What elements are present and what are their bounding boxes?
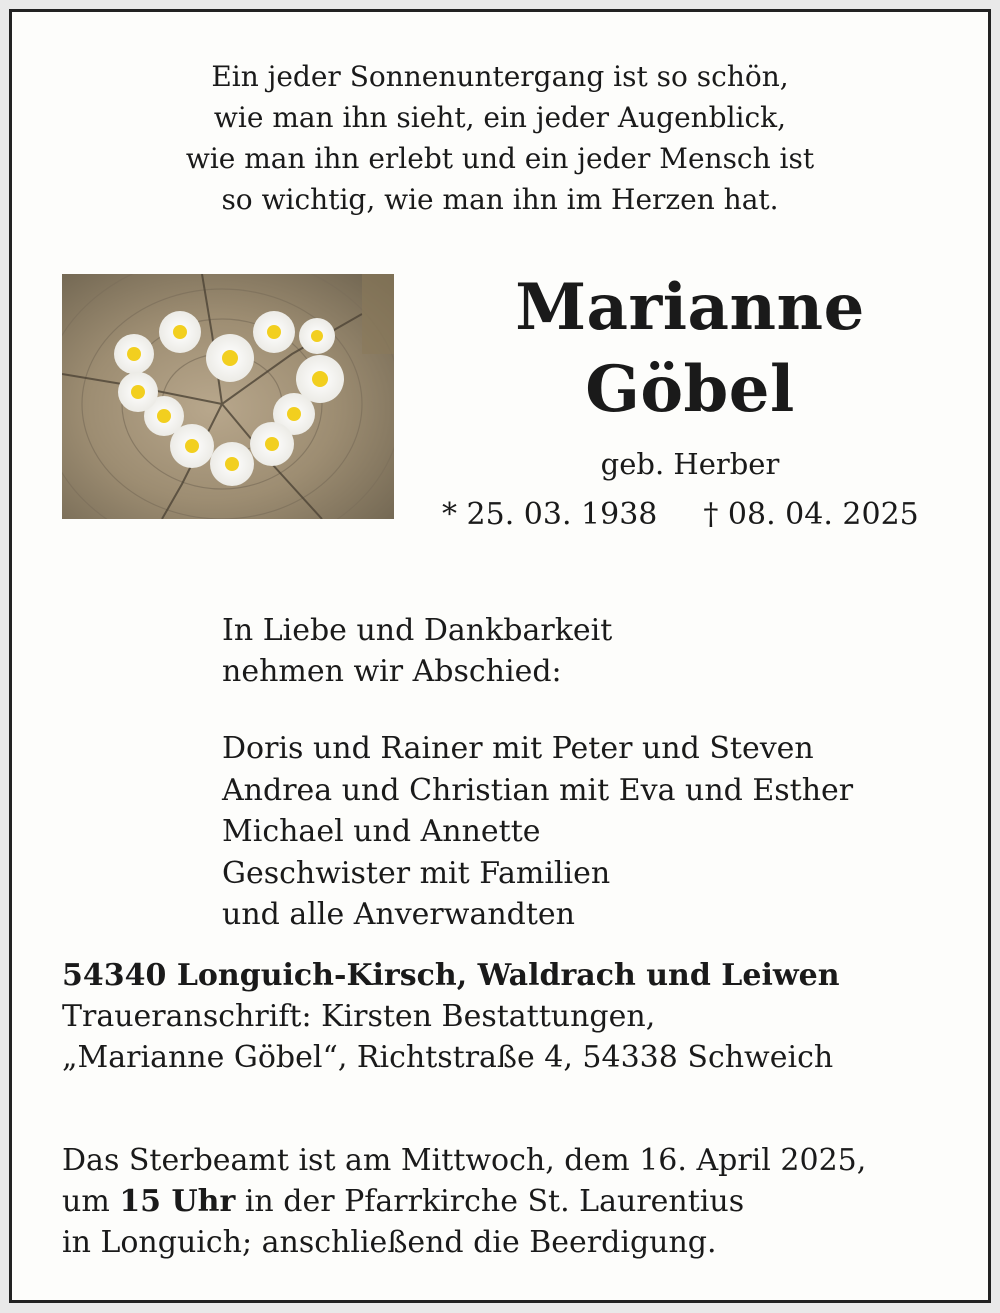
mourning-address [62,955,840,1078]
farewell-line: nehmen wir Abschied: [222,654,562,689]
death-date: † 08. 04. 2025 [703,497,919,532]
service-line: in Longuich; anschließend die Beerdigung. [62,1225,717,1260]
funeral-service-info [62,1140,866,1263]
motto-verse [12,56,988,220]
birth-date: * 25. 03. 1938 [442,497,658,532]
mourners-list [222,728,853,936]
farewell-line: In Liebe und Dankbarkeit [222,613,613,648]
mourner-line: Michael und Annette [222,814,541,849]
motto-line: so wichtig, wie man ihn im Herzen hat. [221,183,779,216]
service-text: um [62,1184,120,1219]
service-line: Das Sterbeamt ist am Mittwoch, dem 16. April 2025, [62,1143,867,1178]
motto-line: wie man ihn sieht, ein jeder Augenblick, [213,101,787,134]
address-line: „Marianne Göbel“, Richtstraße 4, 54338 Schweich [62,1040,834,1075]
address-line: Traueranschrift: Kirsten Bestattungen, [62,999,656,1034]
birth-name: geb. Herber [600,447,780,481]
mourner-line: Geschwister mit Familien [222,855,611,891]
obituary-frame [9,9,991,1303]
first-name: Marianne [515,270,865,345]
motto-line: wie man ihn erlebt und ein jeder Mensch ist [185,142,815,175]
last-name: Göbel [585,352,795,427]
deceased-name [430,267,950,431]
places: 54340 Longuich-Kirsch, Waldrach und Leiwen [62,958,840,993]
service-text: in der Pfarrkirche St. Laurentius [235,1184,745,1219]
daisy-heart-photo [62,274,394,519]
mourner-line: Doris und Rainer mit Peter und Steven [222,731,814,766]
service-line [62,1181,866,1222]
farewell-text [222,610,612,692]
service-time: 15 Uhr [119,1184,236,1219]
mourner-line: Andrea und Christian mit Eva und Esther [222,772,854,808]
daisy-heart-image [62,274,394,519]
life-dates [442,497,919,532]
motto-line: Ein jeder Sonnenuntergang ist so schön, [211,60,789,93]
mourner-line: und alle Anverwandten [222,897,575,932]
